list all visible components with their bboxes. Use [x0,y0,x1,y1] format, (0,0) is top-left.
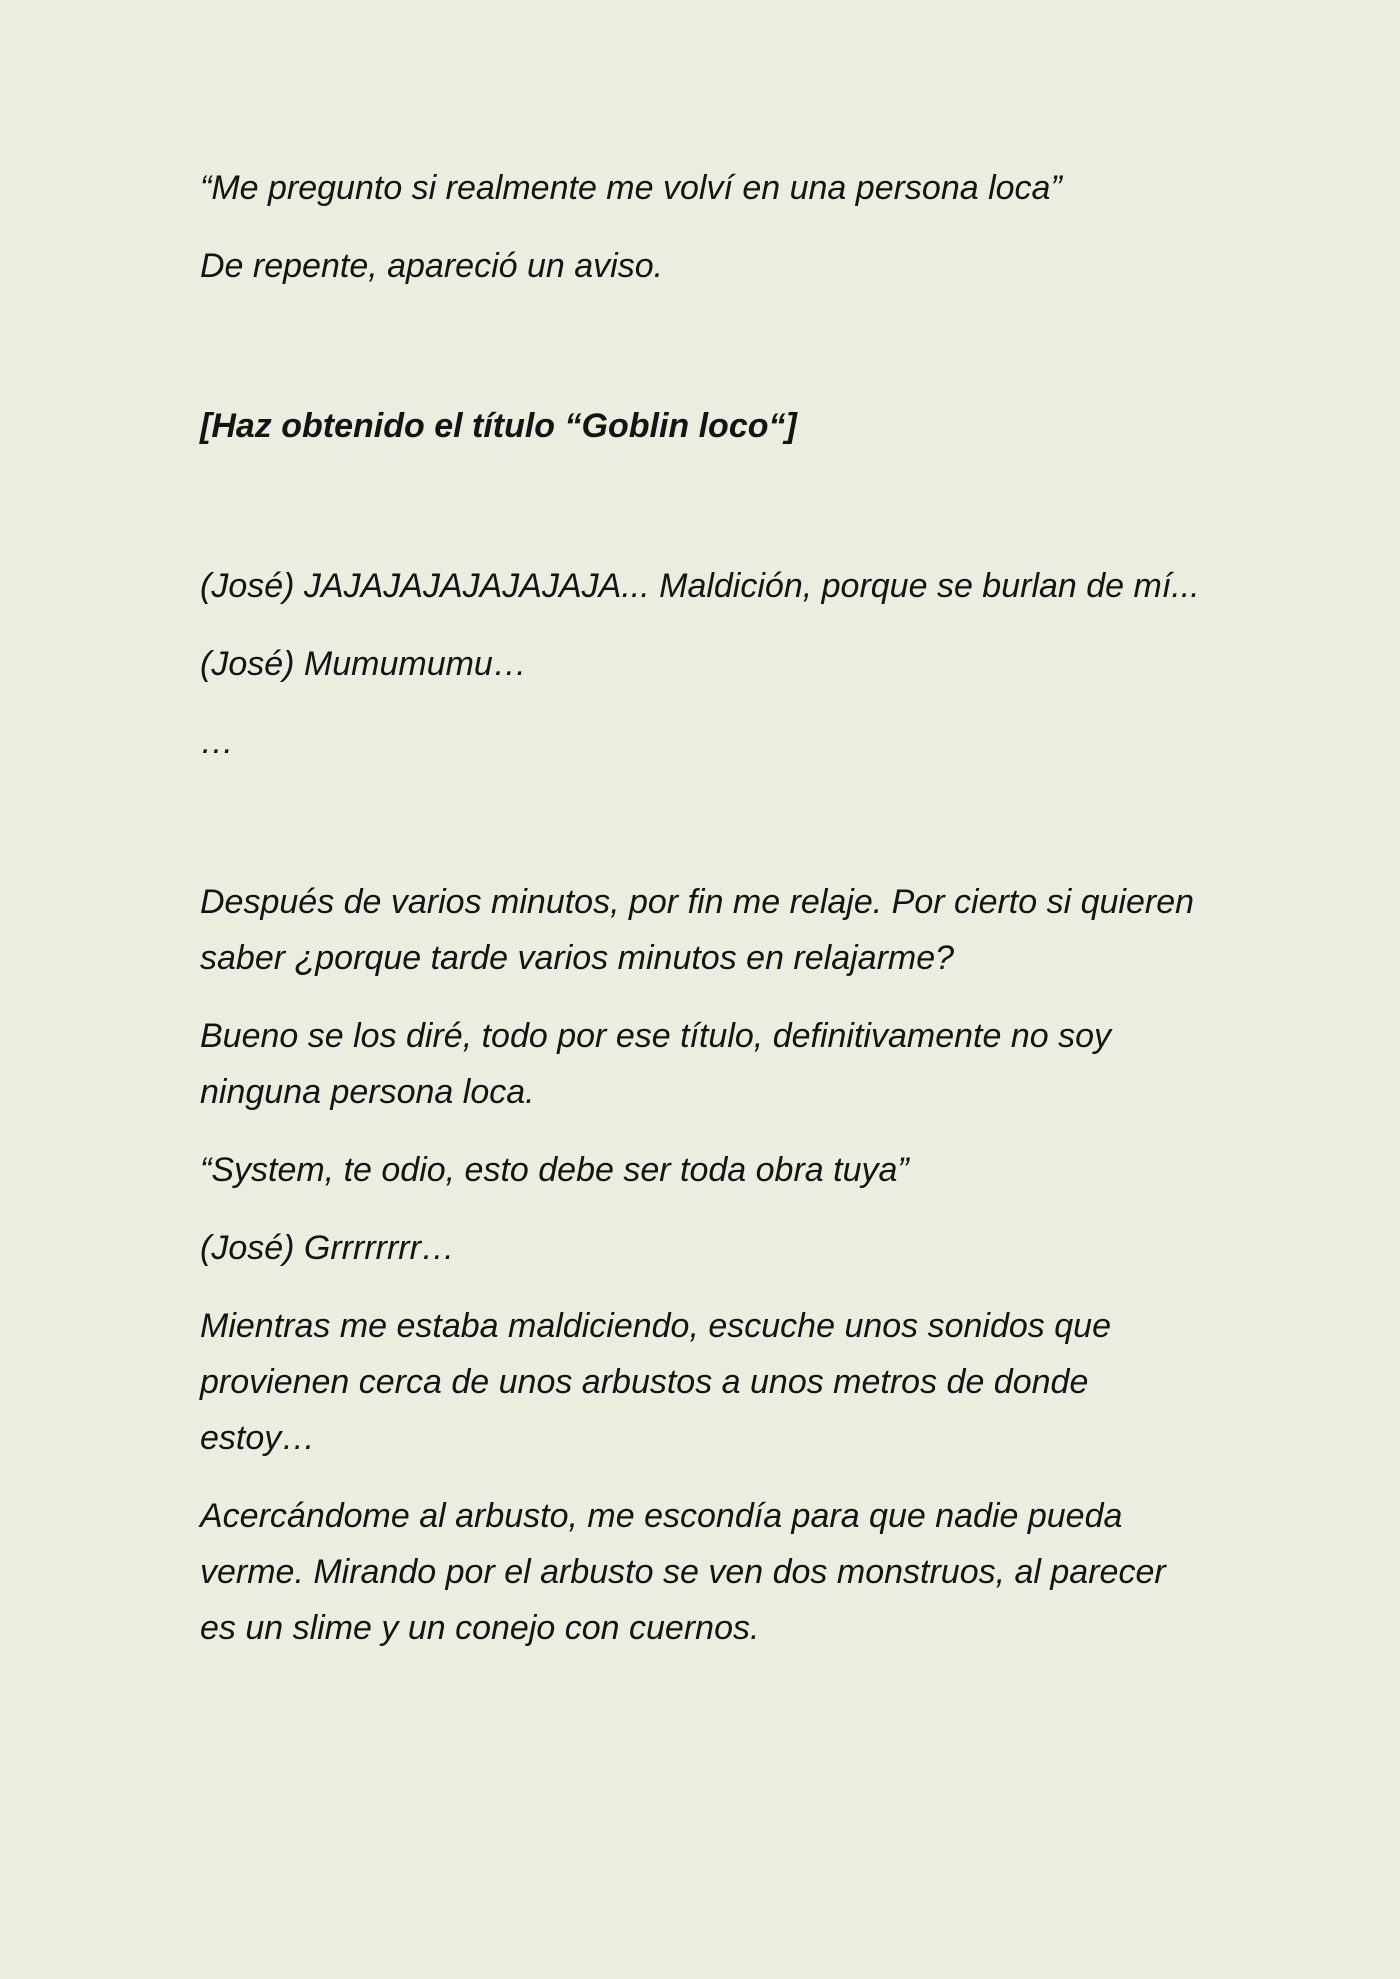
paragraph-jose-growl: (José) Grrrrrrrr… [200,1229,455,1267]
paragraph-monsters-seen: Acercándome al arbusto, me escondía para que nadie pueda verme. Mirando por el arbusto se ven dos monstruos, al parecer es un slime y un conejo con cuernos. [200,1497,1166,1647]
paragraph-notice-appeared: De repente, apareció un aviso. [200,247,664,285]
paragraph-title-reason: Bueno se los diré, todo por ese título, definitivamente no soy ninguna persona loca. [200,1017,1111,1111]
paragraph-relaxed: Después de varios minutos, por fin me relaje. Por cierto si quieren saber ¿porque tarde varios minutos en relajarme? [200,883,1195,977]
paragraph-system-hate: “System, te odio, esto debe ser toda obra tuya” [200,1151,909,1189]
paragraph-jose-laugh: (José) JAJAJAJAJAJAJAJA... Maldición, porque se burlan de mí... [200,567,1200,605]
paragraph-jose-mumble: (José) Mumumumu… [200,645,527,683]
document-page [200,160,1200,1656]
paragraph-sounds-bushes: Mientras me estaba maldiciendo, escuche unos sonidos que provienen cerca de unos arbustos a unos metros de donde estoy… [200,1307,1111,1457]
paragraph-ellipsis: … [200,723,234,761]
paragraph-title-obtained: [Haz obtenido el título “Goblin loco“] [200,407,797,445]
paragraph-thought-crazy: “Me pregunto si realmente me volví en una persona loca” [200,169,1062,207]
